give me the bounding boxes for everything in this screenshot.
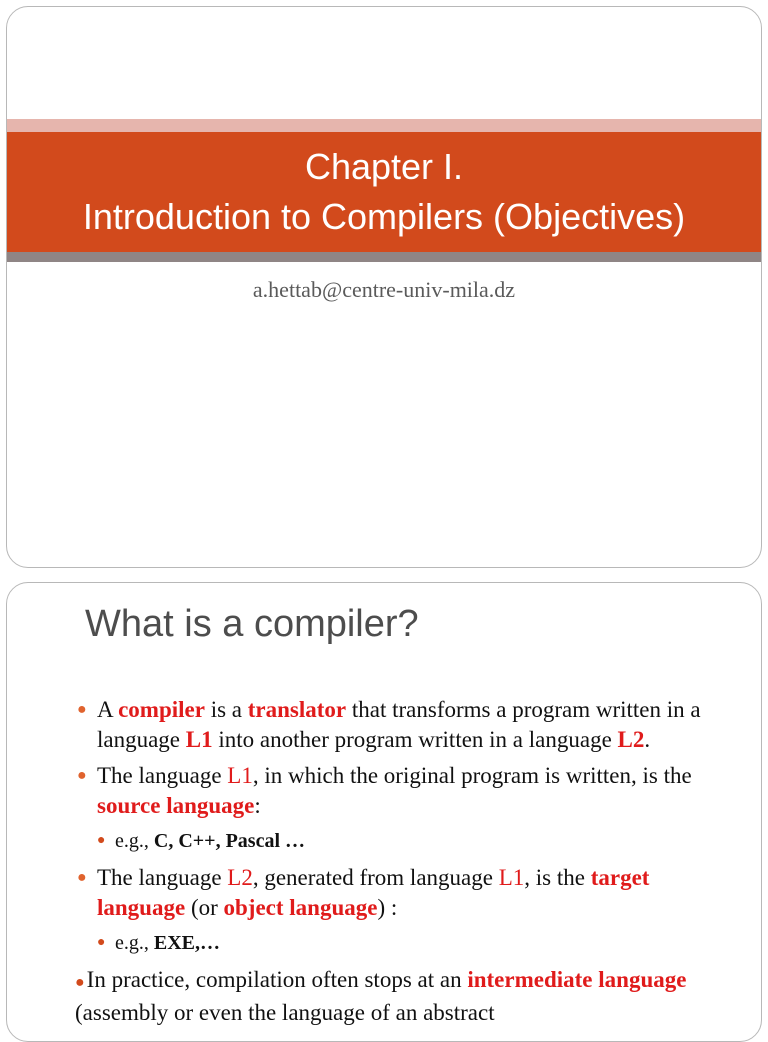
slide-heading: What is a compiler?: [85, 603, 419, 645]
title-band-bottom: [7, 252, 761, 262]
bullet-item: ● The language L1, in which the original program is written, is the source language:: [77, 763, 692, 818]
bullet-item: ● A compiler is a translator that transforms a program written in a language L1 into another program written in a language L2.: [77, 697, 701, 752]
slide-title-line2: Introduction to Compilers (Objectives): [82, 196, 686, 237]
bullet-dot-icon: ●: [77, 767, 87, 784]
bullet-list: [77, 695, 727, 1028]
title-band: [7, 132, 761, 252]
bullet-dot-icon: ●: [97, 935, 106, 950]
title-slide: [6, 6, 762, 568]
bullet-dot-icon: ●: [75, 974, 85, 991]
term-target-language: target language: [97, 865, 650, 920]
author-email: a.hettab@centre-univ-mila.dz: [252, 277, 516, 302]
term-translator: translator: [247, 697, 347, 722]
slide-title-line1: Chapter I.: [304, 146, 464, 187]
bullet-dot-icon: ●: [97, 833, 106, 848]
term-source-language: source language: [97, 793, 255, 818]
bullet-dot-icon: ●: [77, 701, 87, 718]
title-band-top: [7, 119, 761, 132]
bullet-item: ●In practice, compilation often stops at an intermediate language (assembly or even the language of an abstract: [75, 967, 687, 1025]
sub-bullet-item: ● e.g., EXE,…: [77, 929, 727, 957]
term-intermediate-language: intermediate language: [467, 967, 687, 992]
content-slide: [6, 582, 762, 1042]
sub-bullet-item: ● e.g., C, C++, Pascal …: [77, 827, 727, 855]
bullet-item: ● The language L2, generated from language L1, is the target language (or object language) :: [77, 865, 650, 920]
term-object-language: object language: [223, 895, 378, 920]
term-compiler: compiler: [118, 697, 205, 722]
bullet-dot-icon: ●: [77, 869, 87, 886]
